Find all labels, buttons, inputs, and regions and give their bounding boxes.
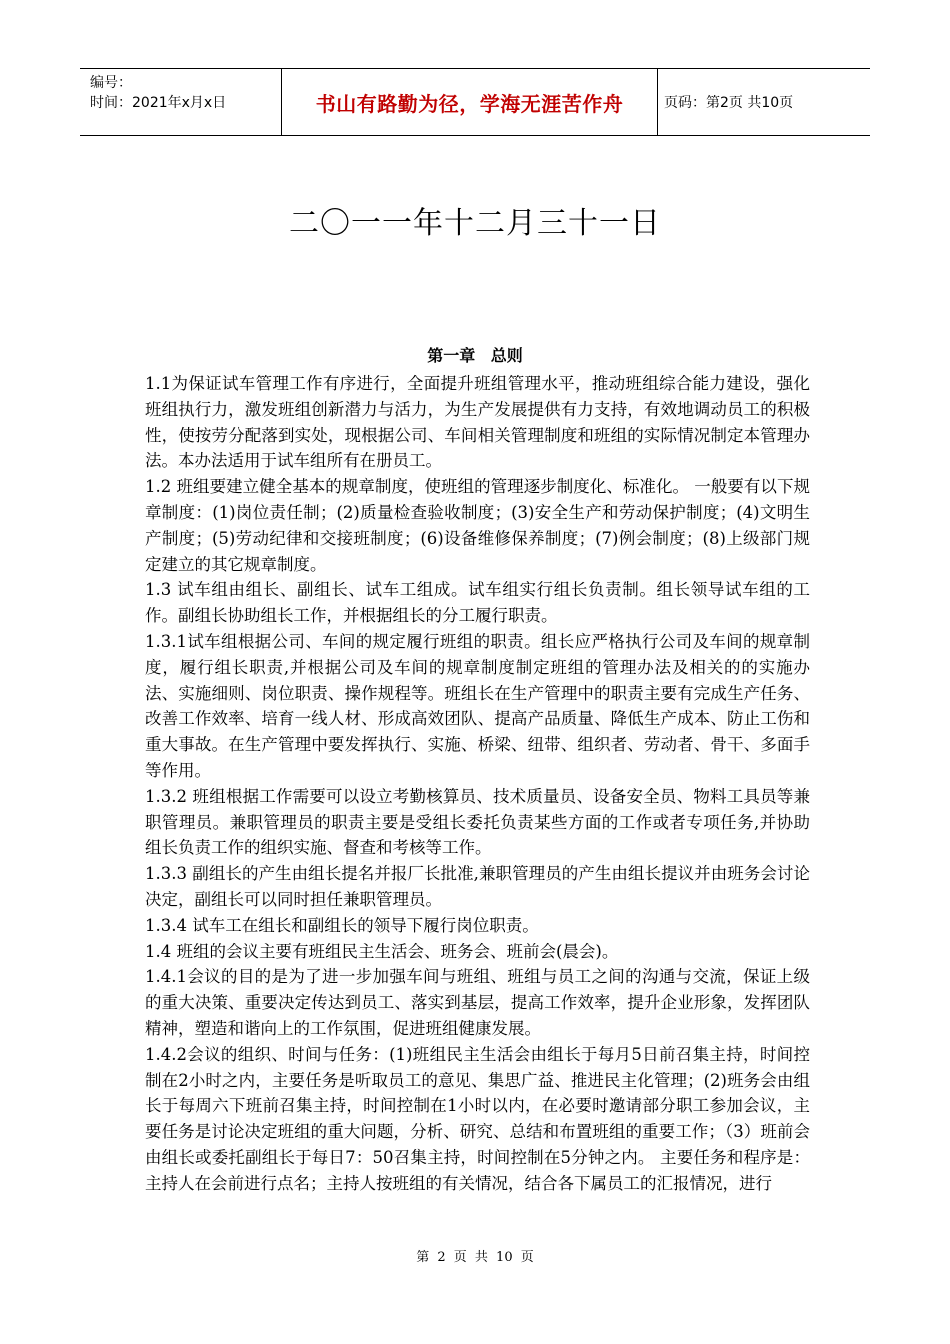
header-number-label: 编号： [90,75,132,91]
header-time-label: 时间：2021年x月x日 [90,95,227,111]
paragraph-1-4: 1.4 班组的会议主要有班组民主生活会、班务会、班前会(晨会)。 [145,941,619,961]
paragraph-1-3-4: 1.3.4 试车工在组长和副组长的领导下履行岗位职责。 [145,915,539,935]
paragraph-1-4-2: 1.4.2会议的组织、时间与任务：(1)班组民主生活会由组长于每月5日前召集主持，时间控制在2小时之内，主要任务是听取员工的意见、集思广益、推进民主化管理；(2)班务会由组长于每周六下班前召集主持，时间控制在1小时以内，在必要时邀请部分职工参加会议，主要任务是讨论决定班组的重大问题，分析、研究、总结和布置班组的重要工作；（3）班前会由组长或委托副组长于每日7：50召集主持，时间控制在5分钟之内。 主要任务和程序是：主持人在会前进行点名；主持人按班组的有关情况，结合各下属员工的汇报情况，进行 [145,1044,810,1193]
header-meta [80,69,282,135]
paragraph-1-4-1: 1.4.1会议的目的是为了进一步加强车间与班组、班组与员工之间的沟通与交流，保证上级的重大决策、重要决定传达到员工、落实到基层，提高工作效率，提升企业形象，发挥团队精神，塑造和谐向上的工作氛围，促进班组健康发展。 [145,967,810,1038]
paragraph-1-3-3: 1.3.3 副组长的产生由组长提名并报厂长批准,兼职管理员的产生由组长提议并由班务会讨论决定，副组长可以同时担任兼职管理员。 [145,864,810,909]
chapter-title: 第一章 总则 [427,346,523,365]
header-page-info: 页码：第2页 共10页 [664,95,794,111]
page-header [80,68,870,136]
paragraph-1-3-2: 1.3.2 班组根据工作需要可以设立考勤核算员、技术质量员、设备安全员、物料工具员等兼职管理员。兼职管理员的职责主要是受组长委托负责某些方面的工作或者专项任务,并协助组长负责工作的组织实施、督查和考核等工作。 [145,786,810,858]
date-title: 二〇一一年十二月三十一日 [289,206,661,241]
body-text [145,371,810,1197]
paragraph-1-2: 1.2 班组要建立健全基本的规章制度，使班组的管理逐步制度化、标准化。 一般要有以下规章制度：(1)岗位责任制；(2)质量检查验收制度；(3)安全生产和劳动保护制度；(4)文明生产制度；(5)劳动纪律和交接班制度；(6)设备维修保养制度；(7)例会制度；(8)上级部门规定建立的其它规章制度。 [145,477,810,574]
paragraph-1-3-1: 1.3.1试车组根据公司、车间的规定履行班组的职责。组长应严格执行公司及车间的规章制度，履行组长职责,并根据公司及车间的规章制度制定班组的管理办法及相关的的实施办法、实施细则、岗位职责、操作规程等。班组长在生产管理中的职责主要有完成生产任务、改善工作效率、培育一线人材、形成高效团队、提高产品质量、降低生产成本、防止工伤和重大事故。在生产管理中要发挥执行、实施、桥梁、纽带、组织者、劳动者、骨干、多面手等作用。 [145,631,810,780]
header-slogan: 书山有路勤为径，学海无涯苦作舟 [282,69,658,135]
paragraph-1-3: 1.3 试车组由组长、副组长、试车工组成。试车组实行组长负责制。组长领导试车组的工作。副组长协助组长工作，并根据组长的分工履行职责。 [145,580,810,626]
page-footer: 第 2 页 共 10 页 [416,1250,534,1265]
paragraph-1-1: 1.1为保证试车管理工作有序进行，全面提升班组管理水平，推动班组综合能力建设，强化班组执行力，激发班组创新潜力与活力，为生产发展提供有力支持，有效地调动员工的积极性，使按劳分配落到实处，现根据公司、车间相关管理制度和班组的实际情况制定本管理办法。本办法适用于试车组所有在册员工。 [145,374,810,471]
